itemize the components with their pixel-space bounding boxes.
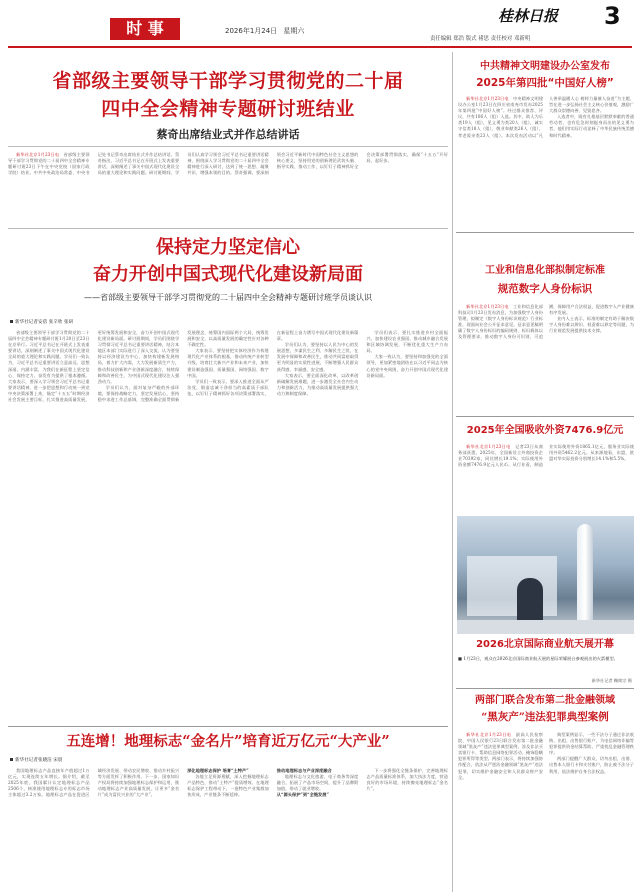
header-date [225,26,304,36]
side3-body [458,444,634,512]
section-label: 时 事 [126,19,164,38]
geo-title: 五连增！地理标志“金名片”培育近万亿元“大产业” [66,733,390,750]
feature-body-text: 省部级主要领导干部学习贯彻党的二十届四中全会精神专题研讨班1月20日至23日在京举行。习近平总书记在开班式上发表重要讲话，深刻阐述了事关中国式现代化建设全局的重大理论和实践问题。学员们一致认为，习近平总书记重要讲话立意高远、思想深邃、内涵丰富，为我们在新征程上坚定信心、保持定力、奋发有为提供了根本遵循。大家表示，要深入学习领会习近平总书记重要讲话精神，进一步把思想和行动统一到党中央决策部署上来，锚定“十五五”时期经济社会发展主要目标，扎实推进高质量发展，更好统筹发展和安全，奋力开创中国式现代化建设新局面。研讨班期间，学员们围绕学习贯彻习近平总书记重要讲话精神，结合本地区本部门实际进行了深入交流，认为要坚持以经济建设为中心，加快构建新发展格局，着力扩大内需，大力发展新质生产力，推动科技创新和产业创新深度融合，持续保障和改善民生，为中国式现代化建设注入强劲动力。 [8,330,180,403]
side1-rule [456,232,634,233]
feature-byline [10,320,90,326]
feature-byline-text: 新华社记者安蓓 张辛欣 张研 [15,320,74,325]
editors-line: 责任编辑 郑浩 版式 褚思 责任校对 邓新明 [430,36,531,42]
photo-credit: 新华社记者 鞠焕宗 摄 [591,678,632,683]
lead-title-line1: 省部级主要领导干部学习贯彻党的二十届 [52,70,404,92]
geo-body: 我国地理标志产品直接年产值超过1万亿元，实现连续五年增长。据介绍，截至2025年底，我国累计认定地理标志产品2506个，核准使用地理标志专用标志市场主体超过3.2万家。地理标志产品在促进区域经济发展、带动农民增收、推动乡村振兴等方面发挥了积极作用。下一步，国家知识产权局将持续加强地理标志保护和运用，推动地理标志产业高质量发展，让更多“金名片”成为富民兴业的“大产业”。 深化地理标志保护 培育“土特产” 各地立足资源禀赋，深入挖掘地理标志产品特色，推动“土特产”提质增效。在地理标志保护工程带动下，一批特色产业集群加快形成，产业链条不断延伸。 推动地理标志与产业深度融合 地理标志与文化旅游、电子商务等深度融合，拓展了产品市场空间，提升了品牌附加值，带动了就业增收。 从“源头保护”到“全链发展” 下一步将强化全链条保护，完善地理标志产品质量标准体系，加大执法力度，营造良好的市场环境，持续擦亮地理标志“金名片”。 [8,768,448,798]
lead-subtitle: 蔡奇出席结业式并作总结讲话 [156,128,300,141]
geo-subhead-1: 深化地理标志保护 培育“土特产” [187,768,249,773]
page-header [0,0,640,56]
side3-title: 2025年全国吸收外资7476.9亿元 [466,425,624,436]
side1-title-line2: 2025年第四批“中国好人榜” [476,77,614,89]
geo-subhead-2: 推动地理标志与产业深度融合 [276,768,332,773]
header-rule [8,46,632,48]
side2-body-text: 工业和信息化部科技司1月23日发布消息，为加强数字人身份管理，拟制定《数字人身份标识规范》行业标准，现面向社会公开征求意见。征求意见稿明确了数字人身份标识的编码规则、标识载体以及管理要求，推动数字人身份可识别、可追溯，保障用户合法权益，促进数字人产业健康有序发展。 [458,304,634,340]
side2-dateline: 新华社北京1月23日电 [466,304,509,309]
rocket-model [577,524,593,624]
feature-rule-bottom [8,726,448,727]
lead-body-text: 省部级主要领导干部学习贯彻党的二十届四中全会精神专题研讨班23日下午在中央党校（国家行政学院）结业。中共中央政治局常委、中央书记处书记蔡奇出席结业式并作总结讲话。蔡奇指出，习近平总书记在开班式上发表重要讲话，深刻阐述了事关中国式现代化建设全局的重大理论和实践问题。研讨班期间，学员们认真学习领会习近平总书记重要讲话精神，围绕深入学习贯彻党的二十届四中全会精神进行深入研讨，达到了统一思想、凝聚共识、增强本领的目的。蔡奇强调，要深刻领会习近平新时代中国特色社会主义思想的核心要义，坚持用党的创新理论武装头脑、指导实践、推动工作，以钉钉子精神抓好全会决策部署贯彻落实，确保“十五五”开好局、起好步。 [8,152,448,176]
issue-weekday: 星期六 [283,27,305,35]
side4-body-text: 最高人民检察院、中国人民银行23日联合发布第二批金融领域“黑灰产”违法犯罪典型案例，涉及非法买卖银行卡、帮助信息网络犯罪活动、掩饰隐瞒犯罪所得等类型。两部门表示，将持续加强协作配合，依法从严惩治金融领域“黑灰产”违法犯罪，切实维护金融安全和人民群众财产安全。 [458,732,543,780]
photo-caption-text: 1月23日，观众在2026北京国际商业航天展的星际荣耀展台参观展出的火箭模型。 [463,656,618,661]
side1-title-line1: 中共精神文明建设办公室发布 [480,61,610,72]
side3-dateline: 新华社北京1月23日电 [466,444,511,449]
side4-title-line1: 两部门联合发布第二批金融领域 [475,695,615,706]
side1-body: 新华社北京1月23日电 中央精神文明建设办公室1月23日在四川省南充市发布2025年第四批“中国好人榜”。经过群众推荐、评议，共有106人（组）入选。其中，助人为乐类19人（组），见义勇为类20人（组），诚实守信类18人（组），敬业奉献类26人（组），孝老爱亲类23人（组）。本次发布活动以“凡人善举温暖人心 榜样力量催人奋进”为主题，旨在进一步弘扬社会主义核心价值观，激励广大群众崇德向善、见贤思齐。 入选者中，既有扎根基层默默奉献的普通劳动者，也有危急时刻挺身而出的见义勇为者，他们用实际行动诠释了中华民族传统美德和时代精神。 [458,96,634,138]
lead-title-line2: 四中全会精神专题研讨班结业 [101,98,355,120]
side4-title-line2: “黑灰产”违法犯罪典型案例 [481,711,609,723]
side2-rule [456,416,634,417]
feature-body: 省部级主要领导干部学习贯彻党的二十届四中全会精神专题研讨班1月20日至23日在京举行。习近平总书记在开班式上发表重要讲话，深刻阐述了事关中国式现代化建设全局的重大理论和实践问题。学员们一致认为，习近平总书记重要讲话立意高远、思想深邃、内涵丰富，为我们在新征程上坚定信心、保持定力、奋发有为提供了根本遵循。大家表示，要深入学习领会习近平总书记重要讲话精神，进一步把思想和行动统一到党中央决策部署上来，锚定“十五五”时期经济社会发展主要目标，扎实推进高质量发展，更好统筹发展和安全，奋力开创中国式现代化建设新局面。研讨班期间，学员们围绕学习贯彻习近平总书记重要讲话精神，结合本地区本部门实际进行了深入交流，认为要坚持以经济建设为中心，加快构建新发展格局，着力扩大内需，大力发展新质生产力，推动科技创新和产业创新深度融合，持续保障和改善民生，为中国式现代化建设注入强劲动力。 学员们认为，面对复杂严峻的外部环境，要保持战略定力，坚定发展信心，坚持稳中求进工作总基调，完整准确全面贯彻新发展理念，统筹国内国际两个大局，统筹发展和安全，以高质量发展的确定性应对各种不确定性。 大家表示，要坚持把实体经济作为构建现代化产业体系的根基，推动传统产业转型升级，培育壮大新兴产业和未来产业，加快建设制造强国、质量强国、网络强国、数字中国。 学员们一致表示，要深入推进全面从严治党，锻造忠诚干净担当的高素质干部队伍，以钉钉子精神抓好各项决策部署落实，在新征程上奋力谱写中国式现代化建设新篇章。 学员们认为，要坚持以人民为中心的发展思想，多谋民生之利、多解民生之忧，在发展中保障和改善民生，推动共同富裕取得更为明显的实质性进展，不断增强人民群众获得感、幸福感、安全感。 大家表示，要全面深化改革，以改革创新破解发展难题，进一步激发全社会内生动力和创新活力，为推动高质量发展提供强大动力和制度保障。 学员们表示，要扎实推进乡村全面振兴，加快建设农业强国，推动城乡融合发展和区域协调发展，不断优化重大生产力布局。 大家一致认为，要坚持和加强党的全面领导，更加紧密地团结在以习近平同志为核心的党中央周围，奋力开创中国式现代化建设新局面。 [8,330,448,403]
side2-title-line2: 规范数字人身份标识 [497,283,593,295]
lead-rule [8,146,448,147]
column-divider [452,52,453,892]
page-number: 3 [604,2,621,30]
photo-title: 2026北京国际商业航天展开幕 [476,639,614,650]
side2-title-line1: 工业和信息化部拟制定标准 [485,265,605,276]
floor-area [457,620,634,634]
issue-date: 2026年1月24日 [225,27,278,35]
feature-subtitle: ——省部级主要领导干部学习贯彻党的二十届四中全会精神专题研讨班学员谈认识 [84,293,372,302]
lead-body [8,152,448,212]
side4-dateline: 新华社北京1月23日电 [466,732,512,737]
side1-body-text: 中央精神文明建设办公室1月23日在四川省南充市发布2025年第四批“中国好人榜”。经过群众推荐、评议，共有106人（组）入选。其中，助人为乐类19人（组），见义勇为类20人（组），诚实守信类18人（组），敬业奉献类26人（组），孝老爱亲类23人（组）。本次发布活动以“凡人善举温暖人心 榜样力量催人奋进”为主题，旨在进一步弘扬社会主义核心价值观，激励广大群众崇德向善、见贤思齐。 [458,96,634,138]
lead-dateline: 新华社北京1月23日电 [16,152,60,157]
exhibit-booth [467,556,557,616]
side2-body: 新华社北京1月23日电 工业和信息化部科技司1月23日发布消息，为加强数字人身份管理，拟制定《数字人身份标识规范》行业标准，现面向社会公开征求意见。征求意见稿明确了数字人身份标识的编码规则、标识载体以及管理要求，推动数字人身份可识别、可追溯，保障用户合法权益，促进数字人产业健康有序发展。 业内人士表示，标准的制定有助于解决数字人身份难以辨识、权责难以界定等问题，为行业规范发展提供技术支撑。 [458,304,634,340]
side3-body-text: 记者23日从商务部获悉，2025年，全国新设立外商投资企业70392家，同比增长19.1%；实际使用外资金额7476.9亿元人民币。从行业看，制造业实际使用外资1865.1亿元，服务业实际使用外资5462.2亿元。从来源地看，东盟、欧盟对华实际投资分别增长14.1%和5.5%。 [458,444,634,468]
feature-title-line1: 保持定力坚定信心 [156,237,300,258]
feature-rule-top [8,228,448,229]
side3-rule [456,688,634,689]
news-photo [457,516,634,634]
feature-title-line2: 奋力开创中国式现代化建设新局面 [93,264,363,285]
geo-body-text: 我国地理标志产品直接年产值超过1万亿元，实现连续五年增长。据介绍，截至2025年底，我国累计认定地理标志产品2506个，核准使用地理标志专用标志市场主体超过3.2万家。地理标志产品在促进区域经济发展、带动农民增收、推动乡村振兴等方面发挥了积极作用。下一步，国家知识产权局将持续加强地理标志保护和运用，推动地理标志产业高质量发展，让更多“金名片”成为富民兴业的“大产业”。 [8,768,180,798]
geo-byline [10,758,110,764]
side4-body: 新华社北京1月23日电 最高人民检察院、中国人民银行23日联合发布第二批金融领域“黑灰产”违法犯罪典型案例，涉及非法买卖银行卡、帮助信息网络犯罪活动、掩饰隐瞒犯罪所得等类型。两部门表示，将持续加强协作配合，依法从严惩治金融领域“黑灰产”违法犯罪，切实维护金融安全和人民群众财产安全。 典型案例显示，一些不法分子通过非法收购、出租、出售银行账户，为电信网络诈骗等犯罪提供资金结算帮助，严重扰乱金融管理秩序。 两部门提醒广大群众，切勿出租、出借、出售本人银行卡和支付账户，防止被不法分子利用，依法维护自身合法权益。 [458,732,634,780]
side1-dateline: 新华社北京1月23日电 [466,96,509,101]
photo-caption: ■ 1月23日，观众在2026北京国际商业航天展的星际荣耀展台参观展出的火箭模型。 [458,656,618,661]
masthead: 桂林日报 [498,7,559,25]
geo-byline-text: 新华社记者张晓洁 宋晨 [15,758,63,763]
geo-subhead-3: 从“源头保护”到“全链发展” [276,792,329,798]
